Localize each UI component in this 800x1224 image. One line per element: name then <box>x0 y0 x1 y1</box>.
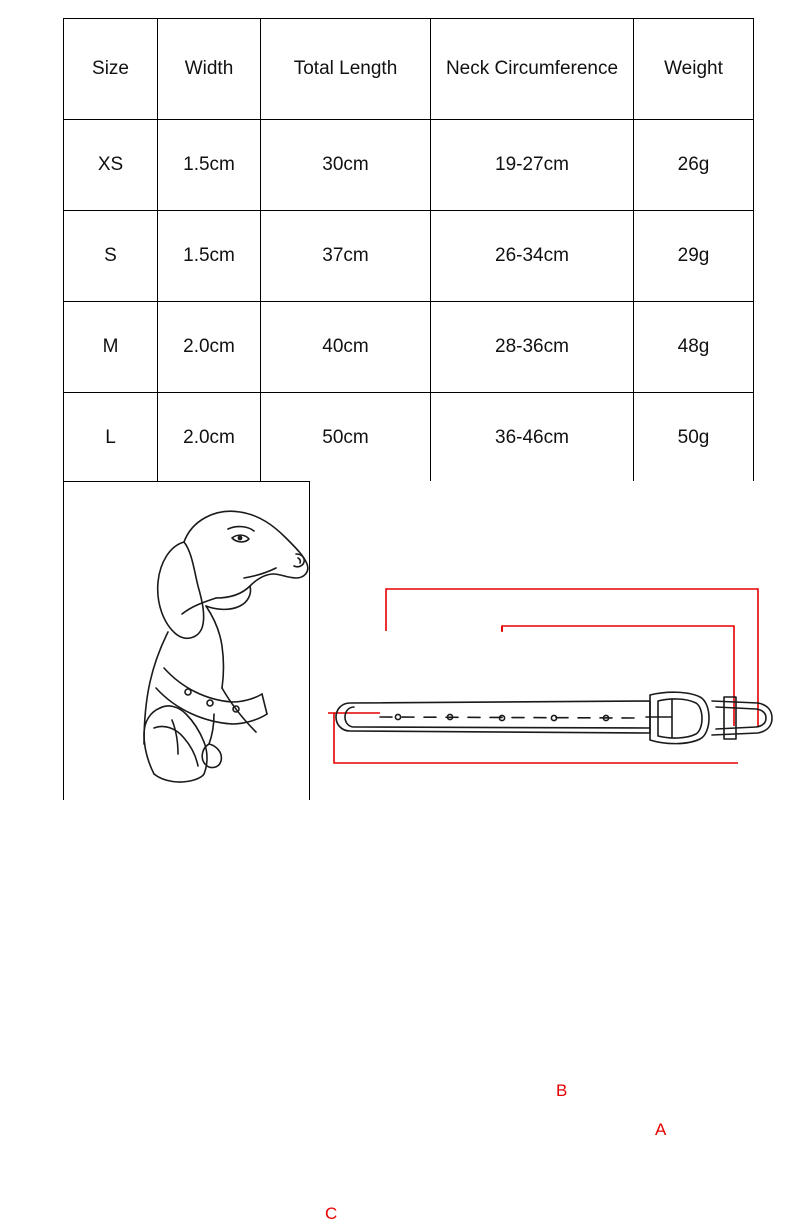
cell-weight: 26g <box>634 120 754 211</box>
cell-total-length: 30cm <box>261 120 431 211</box>
column-header-total-length: Total Length <box>261 19 431 120</box>
collar-strap-icon <box>320 481 790 799</box>
cell-size: XS <box>64 120 158 211</box>
cell-neck-circumference: 36-46cm <box>431 393 634 484</box>
cell-total-length: 37cm <box>261 211 431 302</box>
cell-width: 1.5cm <box>158 211 261 302</box>
dimension-label-c: C <box>325 1204 338 1223</box>
size-chart <box>63 18 753 480</box>
column-header-neck-circumference: Neck Circumference <box>431 19 634 120</box>
collar-diagram-panel <box>320 481 790 800</box>
table-row <box>64 211 754 302</box>
cell-size: S <box>64 211 158 302</box>
cell-total-length: 40cm <box>261 302 431 393</box>
cell-weight: 50g <box>634 393 754 484</box>
cell-weight: 29g <box>634 211 754 302</box>
column-header-weight: Weight <box>634 19 754 120</box>
cell-width: 1.5cm <box>158 120 261 211</box>
table-header-row <box>64 19 754 120</box>
cell-total-length: 50cm <box>261 393 431 484</box>
dog-illustration-panel <box>63 481 310 800</box>
column-header-size: Size <box>64 19 158 120</box>
cell-neck-circumference: 26-34cm <box>431 211 634 302</box>
cell-width: 2.0cm <box>158 393 261 484</box>
cell-neck-circumference: 28-36cm <box>431 302 634 393</box>
column-header-width: Width <box>158 19 261 120</box>
cell-neck-circumference: 19-27cm <box>431 120 634 211</box>
table-row <box>64 393 754 484</box>
cell-size: M <box>64 302 158 393</box>
table-row <box>64 302 754 393</box>
table-header <box>64 19 754 120</box>
dog-head-icon <box>64 482 310 800</box>
dimension-label-a: A <box>655 1120 667 1139</box>
size-table <box>63 18 754 484</box>
cell-weight: 48g <box>634 302 754 393</box>
table-row <box>64 120 754 211</box>
dimension-label-b: B <box>556 1081 568 1100</box>
cell-width: 2.0cm <box>158 302 261 393</box>
cell-size: L <box>64 393 158 484</box>
illustration-area <box>0 481 800 1223</box>
table-body <box>64 120 754 484</box>
